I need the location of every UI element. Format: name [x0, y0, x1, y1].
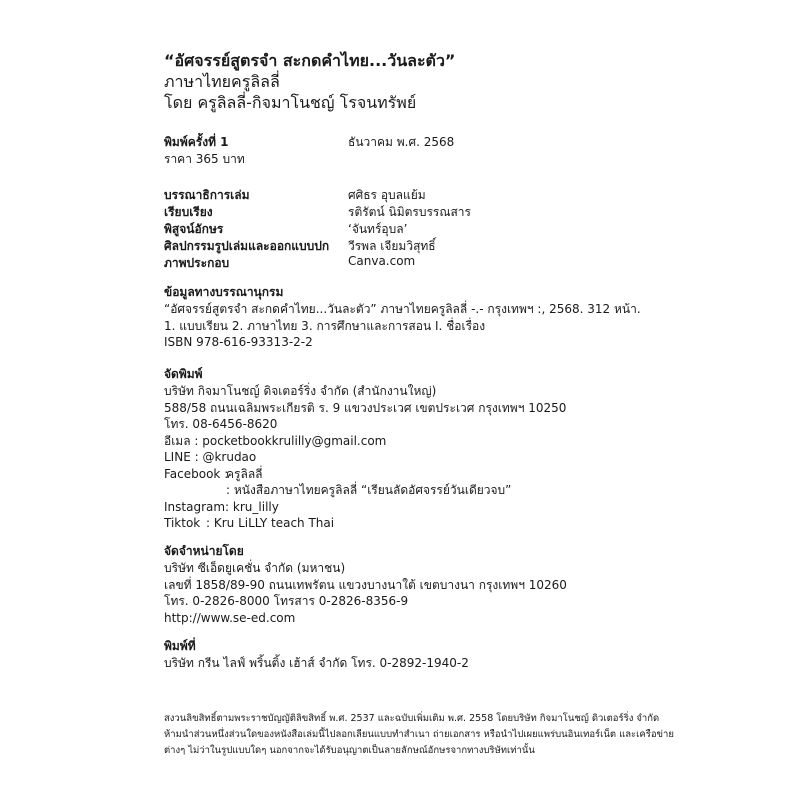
credit-role: พิสูจน์อักษร: [164, 222, 224, 236]
book-author: โดย ครูลิลลี่-กิจมาโนชญ์ โรจนทรัพย์: [164, 93, 417, 112]
copyright-line: ต่างๆ ไม่ว่าในรูปแบบใดๆ นอกจากจะได้รับอนุญาตเป็นลายลักษณ์อักษรจากทางบริษัทเท่านั้น: [164, 745, 535, 756]
printer-line: บริษัท กรีน ไลฟ์ พริ้นติ้ง เฮ้าส์ จำกัด โทร. 0-2892-1940-2: [164, 656, 469, 670]
tiktok-label: Tiktok: [164, 516, 201, 530]
edition-label: พิมพ์ครั้งที่ 1: [164, 135, 229, 149]
distributor-company: บริษัท ซีเอ็ดยูเคชั่น จำกัด (มหาชน): [164, 561, 346, 575]
cataloging-heading: ข้อมูลทางบรรณานุกรม: [164, 285, 284, 299]
printer-section: [164, 638, 469, 672]
printer-heading: พิมพ์ที่: [164, 639, 196, 653]
credit-name: รติรัตน์ นิมิตรบรรณสาร: [348, 205, 471, 219]
credit-name: วีรพล เจียมวิสุทธิ์: [348, 239, 436, 253]
cataloging-line: “อัศจรรย์สูตรจำ สะกดคำไทย...วันละตัว” ภาษาไทยครูลิลลี่ -.- กรุงเทพฯ :, 2568. 312 หน้า.: [164, 302, 641, 316]
credit-role: ภาพประกอบ: [164, 256, 230, 270]
copyright-line: ห้ามนำส่วนหนึ่งส่วนใดของหนังสือเล่มนี้ไปลอกเลียนแบบทำสำเนา ถ่ายเอกสาร หรือนำไปเผยแพร่บนอินเทอร์เน็ต และเครือข่าย: [164, 729, 674, 740]
tiktok-value: : Kru LiLLY teach Thai: [206, 516, 335, 530]
credit-name: Canva.com: [348, 254, 416, 268]
book-title-block: [164, 50, 455, 113]
book-title: “อัศจรรย์สูตรจำ สะกดคำไทย...วันละตัว”: [164, 51, 456, 70]
distributor-website: http://www.se-ed.com: [164, 610, 296, 625]
edition-date: ธันวาคม พ.ศ. 2568: [348, 135, 455, 149]
isbn-text: ISBN 978-616-93313-2-2: [164, 335, 313, 349]
publisher-phone: โทร. 08-6456-8620: [164, 417, 278, 431]
cataloging-section: [164, 284, 641, 351]
distributor-section: [164, 543, 567, 626]
publisher-section: [164, 366, 566, 532]
publisher-email: อีเมล : pocketbookkrulilly@gmail.com: [164, 433, 387, 448]
credit-name: ‘จันทร์อุบล’: [348, 222, 408, 236]
copyright-notice: [164, 711, 674, 759]
publisher-line: LINE : @krudao: [164, 450, 257, 464]
cataloging-subjects: 1. แบบเรียน 2. ภาษาไทย 3. การศึกษาและการสอน I. ชื่อเรื่อง: [164, 318, 486, 333]
publisher-address: 588/58 ถนนเฉลิมพระเกียรติ ร. 9 แขวงประเวศ เขตประเวศ กรุงเทพฯ 10250: [164, 400, 567, 415]
facebook-page-2: : หนังสือภาษาไทยครูลิลลี่ “เรียนลัดอัศจรรย์วันเดียวจบ”: [226, 483, 512, 497]
credit-role: เรียบเรียง: [164, 205, 213, 219]
facebook-page-1: ครูลิลลี่: [226, 466, 263, 481]
credit-name: ศศิธร อุบลแย้ม: [348, 188, 426, 202]
copyright-line: สงวนลิขสิทธิ์ตามพระราชบัญญัติลิขสิทธิ์ พ.ศ. 2537 และฉบับเพิ่มเติม พ.ศ. 2558 โดยบริษัท กิจมาโนชญ์ ดิวเตอร์ริ่ง จำกัด: [164, 713, 660, 724]
publisher-instagram: Instagram: kru_lilly: [164, 499, 279, 514]
credit-role: บรรณาธิการเล่ม: [164, 188, 250, 202]
price-text: ราคา 365 บาท: [164, 152, 245, 166]
book-subtitle: ภาษาไทยครูลิลลี่: [164, 72, 280, 91]
distributor-address: เลขที่ 1858/89-90 ถนนเทพรัตน แขวงบางนาใต้ เขตบางนา กรุงเทพฯ 10260: [164, 577, 567, 592]
distributor-phone: โทร. 0-2826-8000 โทรสาร 0-2826-8356-9: [164, 594, 409, 608]
publisher-heading: จัดพิมพ์: [164, 367, 203, 381]
publisher-company: บริษัท กิจมาโนชญ์ ดิจเตอร์ริ่ง จำกัด (สำนักงานใหญ่): [164, 384, 437, 398]
distributor-heading: จัดจำหน่ายโดย: [164, 544, 244, 558]
credit-role: ศิลปกรรมรูปเล่มและออกแบบปก: [164, 239, 330, 253]
facebook-label: Facebook :: [164, 466, 229, 481]
